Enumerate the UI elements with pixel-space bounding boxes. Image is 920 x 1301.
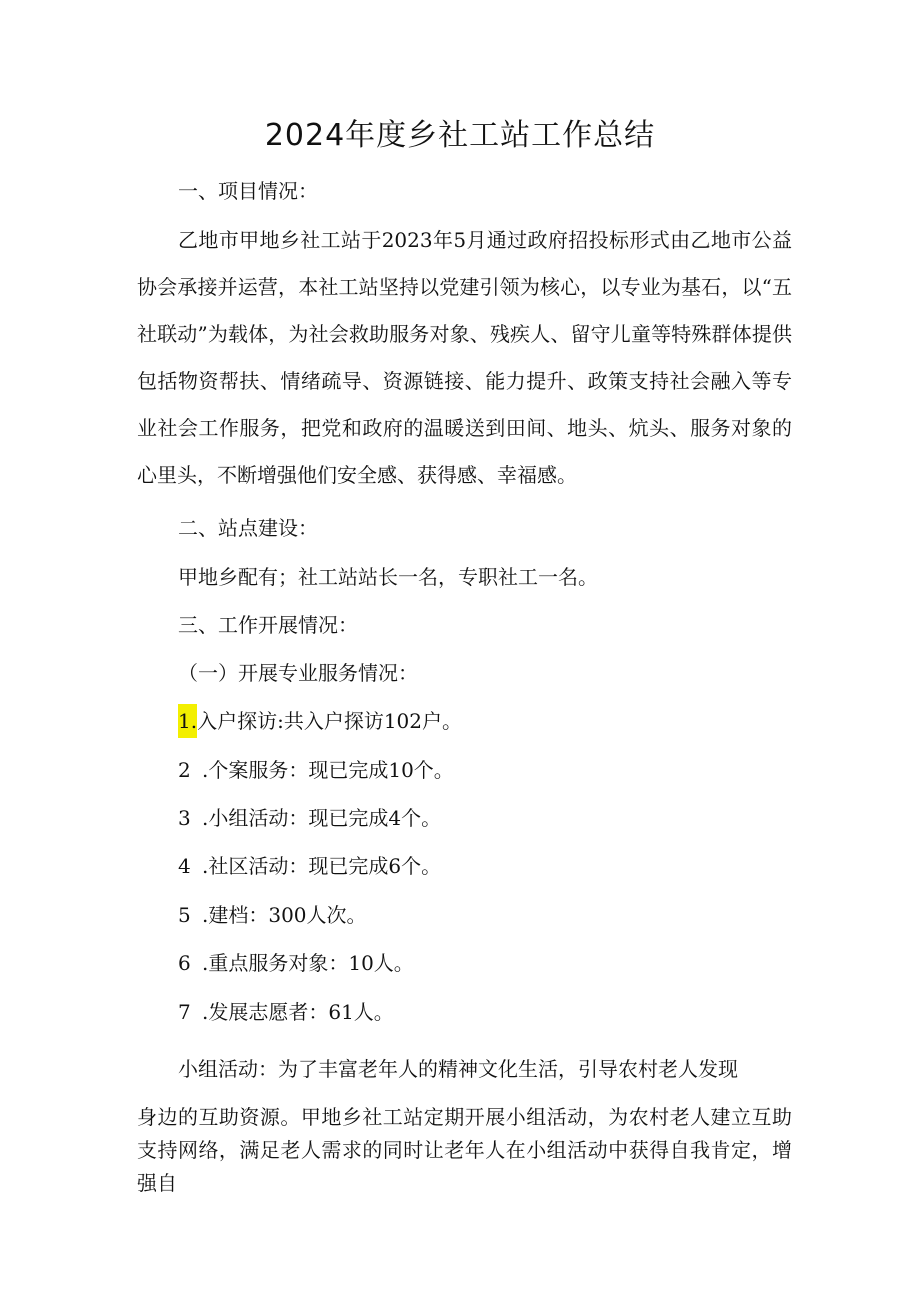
- list-item: [178, 898, 367, 932]
- section-3-heading: 三、工作开展情况：: [178, 613, 358, 637]
- list-item-number: 5: [178, 903, 191, 927]
- section-2-heading: 二、站点建设：: [178, 516, 318, 540]
- list-item: [178, 801, 441, 835]
- section-3-subheading: （一）开展专业服务情况：: [178, 661, 418, 685]
- section-1-heading: 一、项目情况：: [178, 179, 318, 203]
- group-activity-body: 身边的互助资源。甲地乡社工站定期开展小组活动，为农村老人建立互助支持网络，满足老人需求的同时让老年人在小组活动中获得自我肯定，增强自: [137, 1105, 792, 1195]
- list-item: [178, 995, 394, 1029]
- list-item-number: 6: [178, 951, 191, 975]
- list-item-number: 7: [178, 1000, 191, 1024]
- list-item-number: 2: [178, 758, 191, 782]
- group-activity-intro: 小组活动：为了丰富老年人的精神文化生活，引导农村老人发现: [178, 1057, 738, 1081]
- section-1-body: 乙地市甲地乡社工站于2023年5月通过政府招投标形式由乙地市公益协会承接并运营，本社工站坚持以党建引领为核心，以专业为基石，以“五社联动”为载体，为社会救助服务对象、残疾人、留守儿童等特殊群体提供包括物资帮扶、情绪疏导、资源链接、能力提升、政策支持社会融入等专业社会工作服务，把党和政府的温暖送到田间、地头、炕头、服务对象的心里头，不断增强他们安全感、获得感、幸福感。: [137, 228, 792, 487]
- list-item-text: .社区活动：现已完成6个。: [202, 854, 442, 878]
- list-item-text: .重点服务对象：10人。: [202, 951, 414, 975]
- list-item: [178, 946, 414, 980]
- list-item: [178, 849, 441, 883]
- list-item-text: .小组活动：现已完成4个。: [202, 806, 442, 830]
- list-item-text: 入户探访:共入户探访102户。: [197, 709, 463, 733]
- list-item: [178, 704, 462, 738]
- list-item: [178, 753, 454, 787]
- list-item-text: .发展志愿者：61人。: [202, 1000, 394, 1024]
- page-title: 2024年度乡社工站工作总结: [264, 118, 656, 153]
- list-item-number: 1.: [178, 704, 197, 738]
- section-2-body: 甲地乡配有；社工站站长一名，专职社工一名。: [178, 565, 598, 589]
- list-item-number: 3: [178, 806, 191, 830]
- list-item-number: 4: [178, 854, 191, 878]
- list-item-text: .建档：300人次。: [202, 903, 367, 927]
- list-item-text: .个案服务：现已完成10个。: [202, 758, 454, 782]
